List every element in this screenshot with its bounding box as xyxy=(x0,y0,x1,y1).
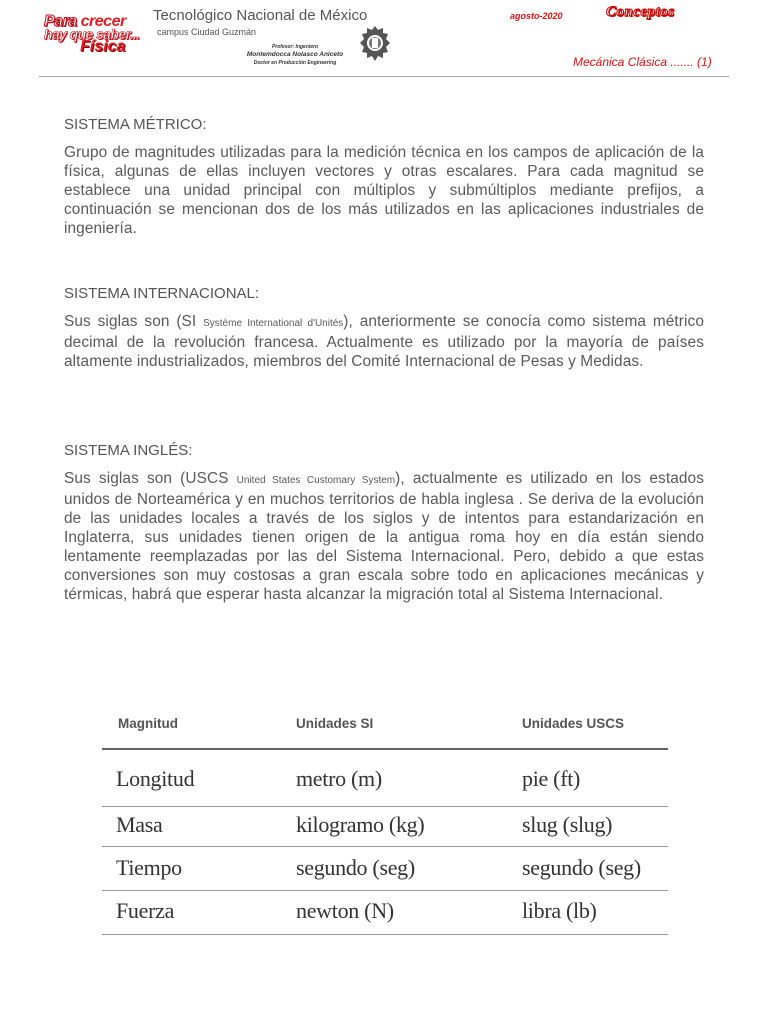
table-bottom-rule xyxy=(102,934,668,935)
author-line-1: Profesor: Ingeniero xyxy=(271,44,319,50)
si-full-name: Système International d'Unités xyxy=(203,318,344,329)
institution-name: Tecnológico Nacional de México xyxy=(153,7,368,24)
table-cell: pie (ft) xyxy=(522,766,581,791)
table-cell: slug (slug) xyxy=(522,812,613,837)
table-cell: Masa xyxy=(116,812,163,837)
logo-text-fisica: Física xyxy=(80,38,126,55)
table-row-divider xyxy=(102,846,668,847)
logo-text-para: Para xyxy=(44,13,81,30)
campus-name: campus Ciudad Guzmán xyxy=(157,27,257,37)
logo-text-hay-que-saber: hay que saber... xyxy=(44,26,140,42)
table-row-divider xyxy=(102,806,668,807)
table-header-si: Unidades SI xyxy=(296,716,374,731)
table-header-rule xyxy=(102,748,668,750)
table-cell: newton (N) xyxy=(296,898,394,923)
header-divider xyxy=(39,76,729,77)
logo-text-crecer: crecer xyxy=(80,13,126,30)
section-title-internacional: SISTEMA INTERNACIONAL: xyxy=(64,285,260,302)
author-line-3: Doctor en Producción Engineering xyxy=(253,60,337,66)
section-title-metrico: SISTEMA MÉTRICO: xyxy=(64,116,207,133)
table-cell: Tiempo xyxy=(116,855,182,880)
table-row-divider xyxy=(102,890,668,891)
uscs-full-name: United States Customary System xyxy=(236,475,396,486)
table-cell: segundo (seg) xyxy=(522,855,641,880)
institution-seal-icon xyxy=(358,24,392,64)
units-table xyxy=(100,706,670,938)
table-cell: kilogramo (kg) xyxy=(296,812,425,837)
document-title: Conceptos xyxy=(606,4,675,20)
table-cell: Longitud xyxy=(116,766,195,791)
table-cell: metro (m) xyxy=(296,766,382,791)
section-text-ingles: Sus siglas son (USCS United States Customary System), actualmente es utilizado en los estados unidos de Norteamérica y en muchos territorios de habla inglesa . Se deriva de la evolución de las unidades locales a través de los siglos y de intentos para estandarización en Inglaterra, sus unidades tienen origen de la antigua roma hoy en día están siendo lentamente reemplazadas por las del Sistema Internacional. Pero, debido a que estas conversiones son muy costosas a gran escala sobre todo en aplicaciones mecánicas y térmicas, habrá que esperar hasta alcanzar la migración total al Sistema Internacional. xyxy=(64,470,704,603)
author-credits xyxy=(230,43,360,67)
section-text-internacional: Sus siglas son (SI Système International d'Unités), anteriormente se conocía como sistema métrico decimal de la revolución francesa. Actualmente es utilizado por la mayoría de países altamente industrializados, miembros del Comité Internacional de Pesas y Medidas. xyxy=(64,313,705,370)
table-header-uscs: Unidades USCS xyxy=(522,716,625,731)
document-date: agosto-2020 xyxy=(510,11,563,21)
table-cell: segundo (seg) xyxy=(296,855,415,880)
table-header-magnitud: Magnitud xyxy=(118,716,178,731)
table-cell: libra (lb) xyxy=(522,898,597,923)
physics-logo xyxy=(44,13,140,55)
section-title-ingles: SISTEMA INGLÉS: xyxy=(64,442,193,459)
subject-label: Mecánica Clásica ....... (1) xyxy=(573,55,712,69)
section-text-metrico: Grupo de magnitudes utilizadas para la medición técnica en los campos de aplicación de la física, algunas de ellas incluyen vectores y otras escalares. Para cada magnitud se establece una unidad principal con múltiplos y submúltiplos mediante prefijos, a continuación se mencionan dos de los más utilizados en las aplicaciones industriales de ingeniería. xyxy=(64,144,704,237)
author-line-2: Montemdocca Nolasco Aniceto xyxy=(246,51,344,58)
table-cell: Fuerza xyxy=(116,898,175,923)
